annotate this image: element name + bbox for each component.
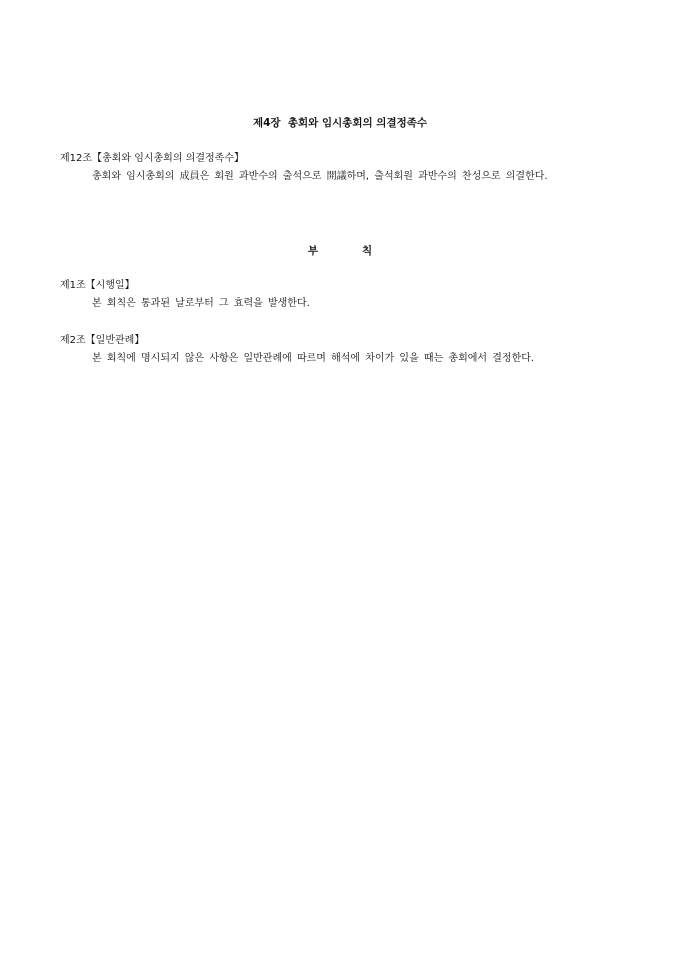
article-heading: 제1조【시행일】 bbox=[60, 280, 135, 291]
article-12 bbox=[60, 150, 624, 186]
supplementary-article-1 bbox=[60, 277, 624, 313]
article-heading: 제12조【총회와 임시총회의 의결정족수】 bbox=[60, 153, 244, 164]
article-heading: 제2조【일반관례】 bbox=[60, 335, 145, 346]
article-body: 본 회칙에 명시되지 않은 사항은 일반관례에 따르며 해석에 차이가 있을 때는 총회에서 결정한다. bbox=[92, 353, 535, 364]
supplementary-title-right: 칙 bbox=[362, 245, 373, 257]
supplementary-title-left: 부 bbox=[307, 245, 318, 257]
chapter-title: 제4장 총회와 임시총회의 의결정족수 bbox=[252, 117, 428, 129]
article-body: 본 회칙은 통과된 날로부터 그 효력을 발생한다. bbox=[92, 298, 310, 309]
article-body: 총회와 임시총회의 成員은 회원 과반수의 출석으로 開議하며, 출석회원 과반수의 찬성으로 의결한다. bbox=[92, 171, 548, 182]
supplementary-article-2 bbox=[60, 332, 624, 368]
supplementary-provisions-title bbox=[0, 242, 680, 260]
